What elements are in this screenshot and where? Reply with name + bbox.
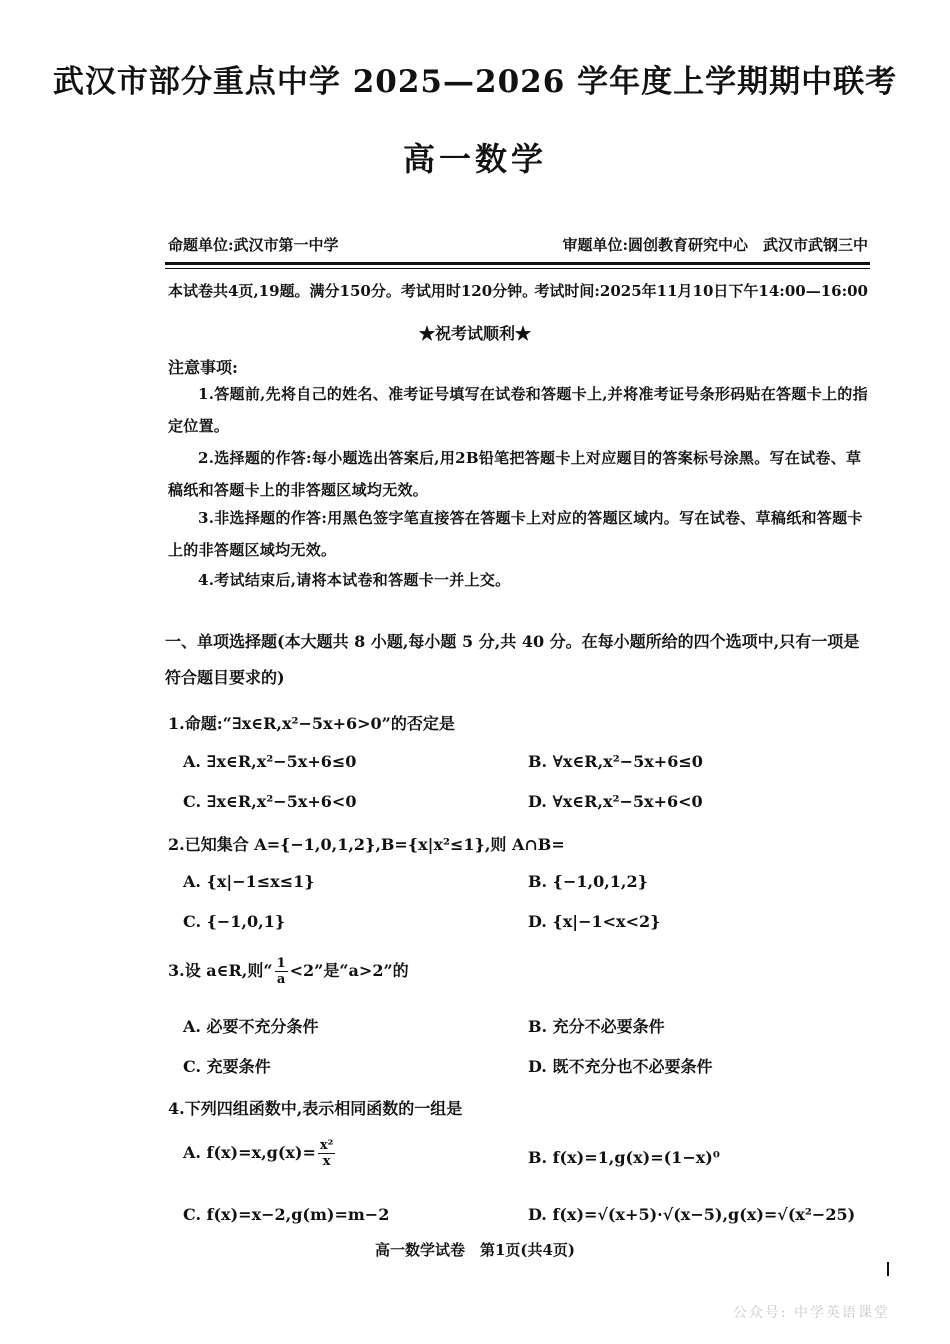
fraction-denominator: a [276,972,286,987]
option-c: C. f(x)=x−2,g(m)=m−2 [183,1205,390,1224]
option-text: A. f(x)=x,g(x)= [183,1143,316,1162]
option-b: B. 充分不必要条件 [528,1017,665,1036]
exam-subject: 高一数学 [402,140,547,178]
notice-item: 4.考试结束后,请将本试卷和答题卡一并上交。 [198,571,511,589]
header-rule-thin [165,268,870,269]
question-stem: 1.命题:“∃x∈R,x²−5x+6>0”的否定是 [168,714,455,733]
notice-item: 2.选择题的作答:每小题选出答案后,用2B铅笔把答题卡上对应题目的答案标号涂黑。写在试卷、草稿纸和答题卡上的非答题区域均无效。 [168,449,862,499]
fraction-numerator: 1 [276,956,286,971]
option-a: A. ∃x∈R,x²−5x+6≤0 [183,752,357,771]
option-c: C. {−1,0,1} [183,912,286,931]
fraction [318,1138,335,1169]
fraction-denominator: x [322,1154,331,1169]
fraction-numerator: x² [319,1138,334,1153]
option-c: C. ∃x∈R,x²−5x+6<0 [183,792,357,811]
option-b: B. {−1,0,1,2} [528,872,648,891]
watermark: 公众号: 中学英语课堂 [732,1305,890,1321]
option-a [183,1138,337,1169]
exam-info: 本试卷共4页,19题。满分150分。考试用时120分钟。 [168,282,538,300]
option-d: D. {x|−1<x<2} [528,912,661,931]
question-stem [168,956,409,987]
option-a: A. 必要不充分条件 [183,1017,319,1036]
notice-item: 1.答题前,先将自己的姓名、准考证号填写在试卷和答题卡上,并将准考证号条形码贴在答题卡上的指定位置。 [168,385,868,435]
option-d: D. ∀x∈R,x²−5x+6<0 [528,792,703,811]
option-d: D. 既不充分也不必要条件 [528,1057,713,1076]
question-stem: 4.下列四组函数中,表示相同函数的一组是 [168,1099,463,1118]
option-c: C. 充要条件 [183,1057,271,1076]
stem-text: 3.设 a∈R,则“ [168,961,273,980]
stem-text: <2”是“a>2”的 [289,961,409,980]
fraction [275,956,288,987]
exam-title: 武汉市部分重点中学 2025—2026 学年度上学期期中联考 [52,64,898,100]
author-unit: 命题单位:武汉市第一中学 [168,236,339,254]
section-heading: 一、单项选择题(本大题共 8 小题,每小题 5 分,共 40 分。在每小题所给的四个选项中,只有一项是符合题目要求的) [165,632,860,687]
good-luck-banner: ★祝考试顺利★ [418,324,531,343]
header-rule-thick [165,262,870,265]
review-unit: 审题单位:圆创教育研究中心 武汉市武钢三中 [562,236,868,254]
notice-item: 3.非选择题的作答:用黑色签字笔直接答在答题卡上对应的答题区域内。写在试卷、草稿纸和答题卡上的非答题区域均无效。 [168,509,863,559]
notice-heading: 注意事项: [168,358,238,377]
question-stem: 2.已知集合 A={−1,0,1,2},B={x|x²≤1},则 A∩B= [168,835,565,854]
option-b: B. f(x)=1,g(x)=(1−x)⁰ [528,1148,720,1167]
option-d: D. f(x)=√(x+5)·√(x−5),g(x)=√(x²−25) [528,1205,856,1224]
option-a: A. {x|−1≤x≤1} [183,872,315,891]
option-b: B. ∀x∈R,x²−5x+6≤0 [528,752,703,771]
exam-time: 考试时间:2025年11月10日下午14:00—16:00 [534,282,868,300]
scan-mark [887,1262,889,1276]
page-footer: 高一数学试卷 第1页(共4页) [374,1241,576,1259]
